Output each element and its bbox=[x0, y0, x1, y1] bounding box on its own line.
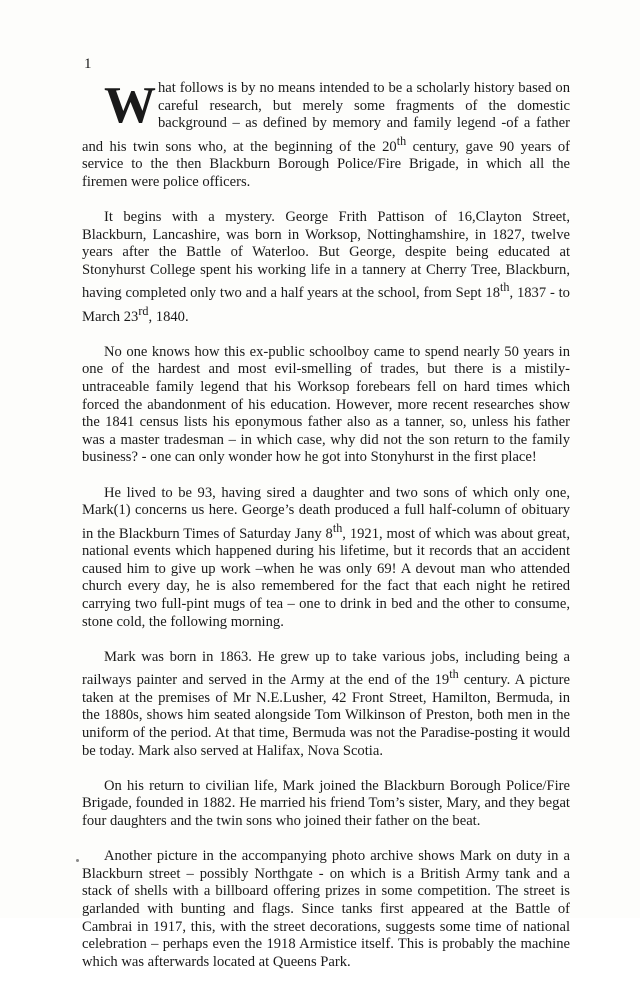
document-body bbox=[82, 77, 571, 989]
paragraph-text: On his return to civilian life, Mark joined the Blackburn Borough Police/Fire Brigade, founded in 1882. He married his friend Tom’s sister, Mary, and they begat four daughters and the twin sons who joined their father on the beat. bbox=[82, 777, 570, 830]
paragraph-mystery bbox=[82, 209, 570, 326]
paragraph-text: Another picture in the accompanying photo archive shows Mark on duty in a Blackburn street – possibly Northgate - on which is a British Army tank and a stack of shells with a billboard offering prizes in some competition. The street is garlanded with bunting and flags. Since tanks first appeared at the Battle of Cambrai in 1917, this, with the street decorations, suggests some time of national celebration – perhaps even the 1918 Armistice itself. This is probably the machine which was afterwards located at Queens Park. bbox=[82, 848, 570, 970]
ordinal-suffix: th bbox=[500, 280, 510, 295]
paragraph-george-death bbox=[82, 485, 570, 632]
drop-cap: W bbox=[104, 77, 156, 134]
paragraph-text: Mark was born in 1863. He grew up to take various jobs, including being a railways painter and served in the Army at the end of the 19 bbox=[82, 648, 570, 689]
stray-mark bbox=[76, 859, 79, 862]
paragraph-text: century. A picture taken at the premises of Mr N.E.Lusher, 42 Front Street, Hamilton, Bermuda, in the 1880s, shows him seated alongside Tom Wilkinson of Preston, both men in the uniform of the period. At that time, Bermuda was not the Paradise-posting it would be today. Mark also served at Halifax, Nova Scotia. bbox=[82, 672, 570, 759]
paragraph-text: He lived to be 93, having sired a daughter and two sons of which only one, Mark(1) concerns us here. George’s death produced a full half-column of obituary in the Blackburn Times of Saturday Jany 8 bbox=[82, 484, 570, 542]
ordinal-suffix: rd bbox=[138, 303, 149, 318]
paragraph-intro bbox=[82, 77, 571, 191]
paragraph-text: It begins with a mystery. George Frith Pattison of 16,Clayton Street, Blackburn, Lancashire, was born in Worksop, Nottinghamshire, in 1827, twelve years after the Battle of Waterloo. But George, despite being educated at Stonyhurst College spent his working life in a tannery at Cherry Tree, Blackburn, having completed only two and a half years at the school, from Sept 18 bbox=[82, 209, 570, 302]
paragraph-text: No one knows how this ex-public schoolboy came to spend nearly 50 years in one of the hardest and most evil-smelling of trades, but there is a mistily-untraceable family legend that his Worksop forebears fell on hard times which forced the abandonment of his education. However, more recent researches show the 1841 census lists his eponymous father also as a tanner, so, unless his father was a master tradesman – in which case, why did not the son return to the family business? - one can only wonder how he got into Stonyhurst in the first place! bbox=[82, 343, 570, 466]
paragraph-civilian-life bbox=[82, 778, 570, 831]
paragraph-photo-archive bbox=[82, 848, 570, 971]
paragraph-text: , 1837 - to March 23 bbox=[82, 285, 570, 325]
paragraph-text: hat follows is by no means intended to be a scholarly history based on careful research, but merely some fragments of the domestic background – as defined by memory and family legend -of a father and his twin sons who, at the beginning of the 20 bbox=[82, 80, 570, 155]
paragraph-text: century, gave 90 years of service to the then Blackburn Borough Police/Fire Brigade, in which all the firemen were police officers. bbox=[82, 138, 571, 190]
ordinal-suffix: th bbox=[396, 133, 407, 148]
paragraph-text: , 1921, most of which was about great, national events which happened during his lifetime, but it records that an accident caused him to give up work –when he was only 69! A devout man who attended church every day, he is also remembered for the fact that each night he retired carrying two full-pint mugs of tea – one to drink in bed and the other to consume, stone cold, the following morning. bbox=[82, 525, 570, 630]
ordinal-suffix: th bbox=[332, 520, 343, 535]
page-number: 1 bbox=[84, 56, 92, 72]
paragraph-schoolboy bbox=[82, 344, 570, 467]
ordinal-suffix: th bbox=[449, 667, 459, 682]
paragraph-text: , 1840. bbox=[148, 308, 189, 325]
paragraph-mark-born bbox=[82, 649, 570, 760]
